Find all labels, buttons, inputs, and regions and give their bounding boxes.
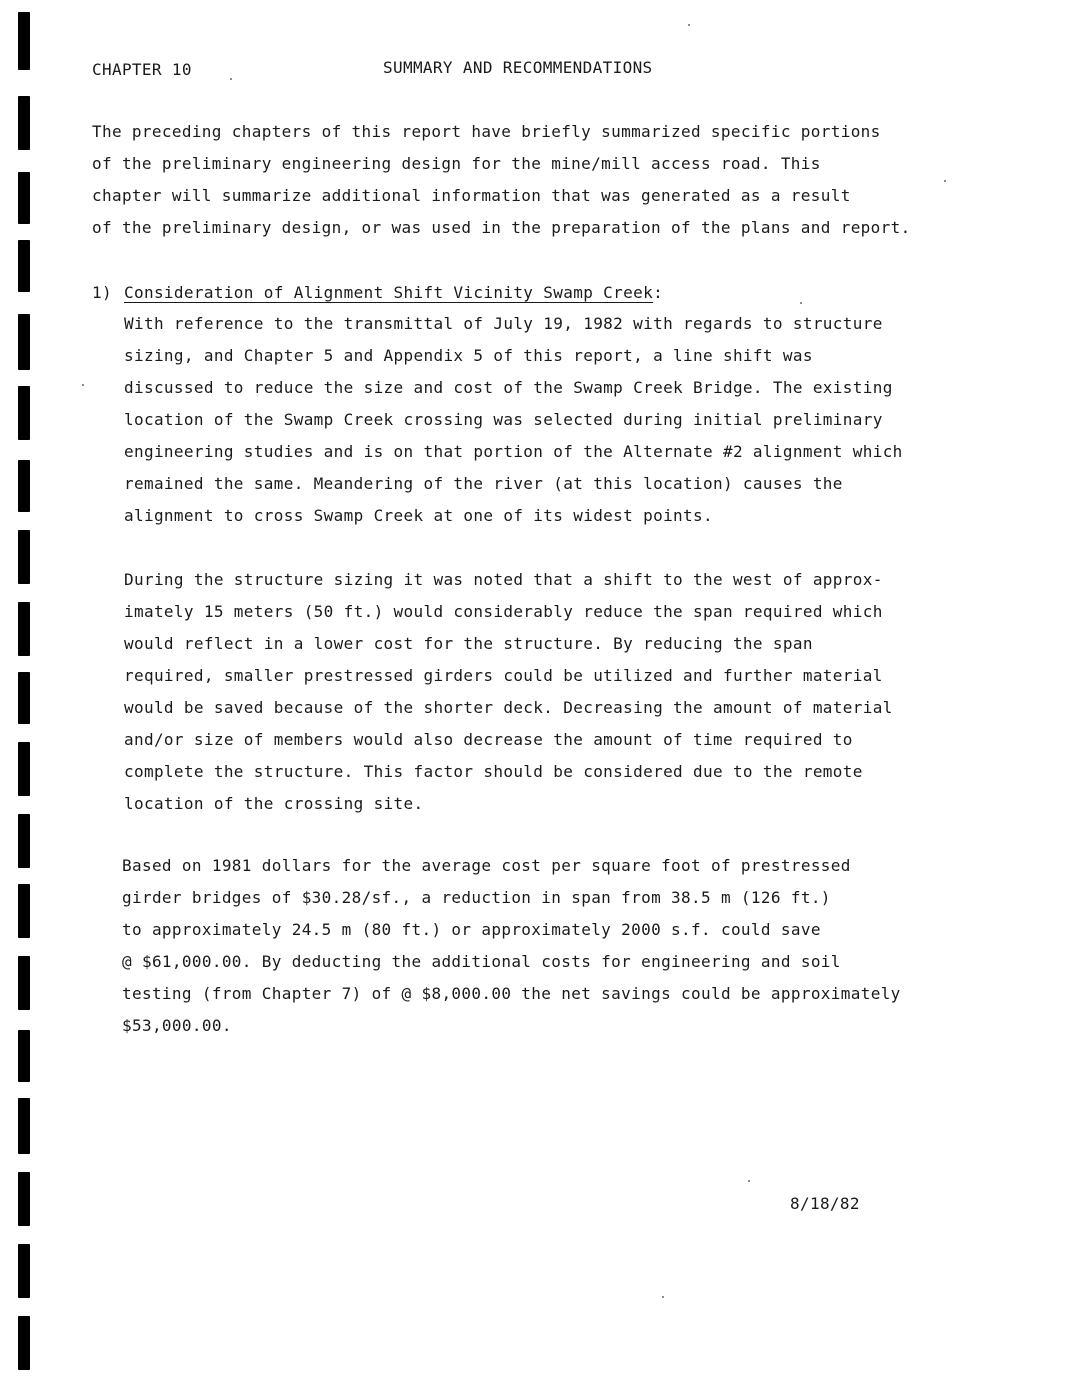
punch-mark	[18, 1316, 30, 1370]
punch-mark	[18, 1098, 30, 1154]
scan-speck	[662, 1296, 664, 1298]
body-paragraph-3: Based on 1981 dollars for the average cost per square foot of prestressed girder bridges of $30.28/sf., a reduction in span from 38.5 m (126 ft.) to approximately 24.5 m (80 ft.) or approximately 2000 s.f. could save @ $61,000.00. By deducting the additional costs for engineering and soil testing (from Chapter 7) of @ $8,000.00 the net savings could be approximately $53,000.00.	[122, 856, 901, 1035]
binder-punch-marks	[18, 0, 32, 1380]
page-date: 8/18/82	[790, 1194, 860, 1213]
intro-paragraph: The preceding chapters of this report have briefly summarized specific portions of the preliminary engineering design for the mine/mill access road. This chapter will summarize additional information that was generated as a result of the preliminary design, or was used in the preparation of the plans and report.	[92, 122, 911, 237]
scan-speck	[944, 180, 946, 182]
punch-mark	[18, 12, 30, 70]
item-number: 1)	[92, 283, 112, 302]
body-paragraph-1: With reference to the transmittal of July 19, 1982 with regards to structure sizing, and Chapter 5 and Appendix 5 of this report, a line shift was discussed to reduce the size and cost of the Swamp Creek Bridge. The existing location of the Swamp Creek crossing was selected during initial preliminary engineering studies and is on that portion of the Alternate #2 alignment which remained the same. Meandering of the river (at this location) causes the alignment to cross Swamp Creek at one of its widest points.	[124, 314, 903, 525]
punch-mark	[18, 240, 30, 292]
scan-speck	[800, 302, 802, 304]
punch-mark	[18, 1030, 30, 1082]
punch-mark	[18, 742, 30, 796]
body-paragraph-2: During the structure sizing it was noted that a shift to the west of approx- imately 15 meters (50 ft.) would considerably reduce the span required which would reflect in a lower cost for the structure. By reducing the span required, smaller prestressed girders could be utilized and further material would be saved because of the shorter deck. Decreasing the amount of material and/or size of members would also decrease the amount of time required to complete the structure. This factor should be considered due to the remote location of the crossing site.	[124, 570, 893, 813]
punch-mark	[18, 96, 30, 150]
item-title-colon: :	[653, 283, 664, 302]
punch-mark	[18, 672, 30, 724]
punch-mark	[18, 172, 30, 224]
punch-mark	[18, 1244, 30, 1298]
punch-mark	[18, 386, 30, 440]
punch-mark	[18, 956, 30, 1010]
item-title-text: Consideration of Alignment Shift Vicinity Swamp Creek	[124, 283, 654, 302]
page-title: SUMMARY AND RECOMMENDATIONS	[383, 58, 653, 77]
punch-mark	[18, 814, 30, 868]
punch-mark	[18, 602, 30, 656]
chapter-heading: CHAPTER 10	[92, 60, 192, 79]
scan-speck	[688, 24, 690, 26]
item-title	[124, 277, 663, 309]
scan-speck	[230, 78, 232, 80]
punch-mark	[18, 314, 30, 370]
scan-speck	[82, 384, 84, 386]
punch-mark	[18, 1172, 30, 1226]
scan-speck	[748, 1180, 750, 1182]
punch-mark	[18, 460, 30, 512]
punch-mark	[18, 884, 30, 938]
punch-mark	[18, 530, 30, 584]
